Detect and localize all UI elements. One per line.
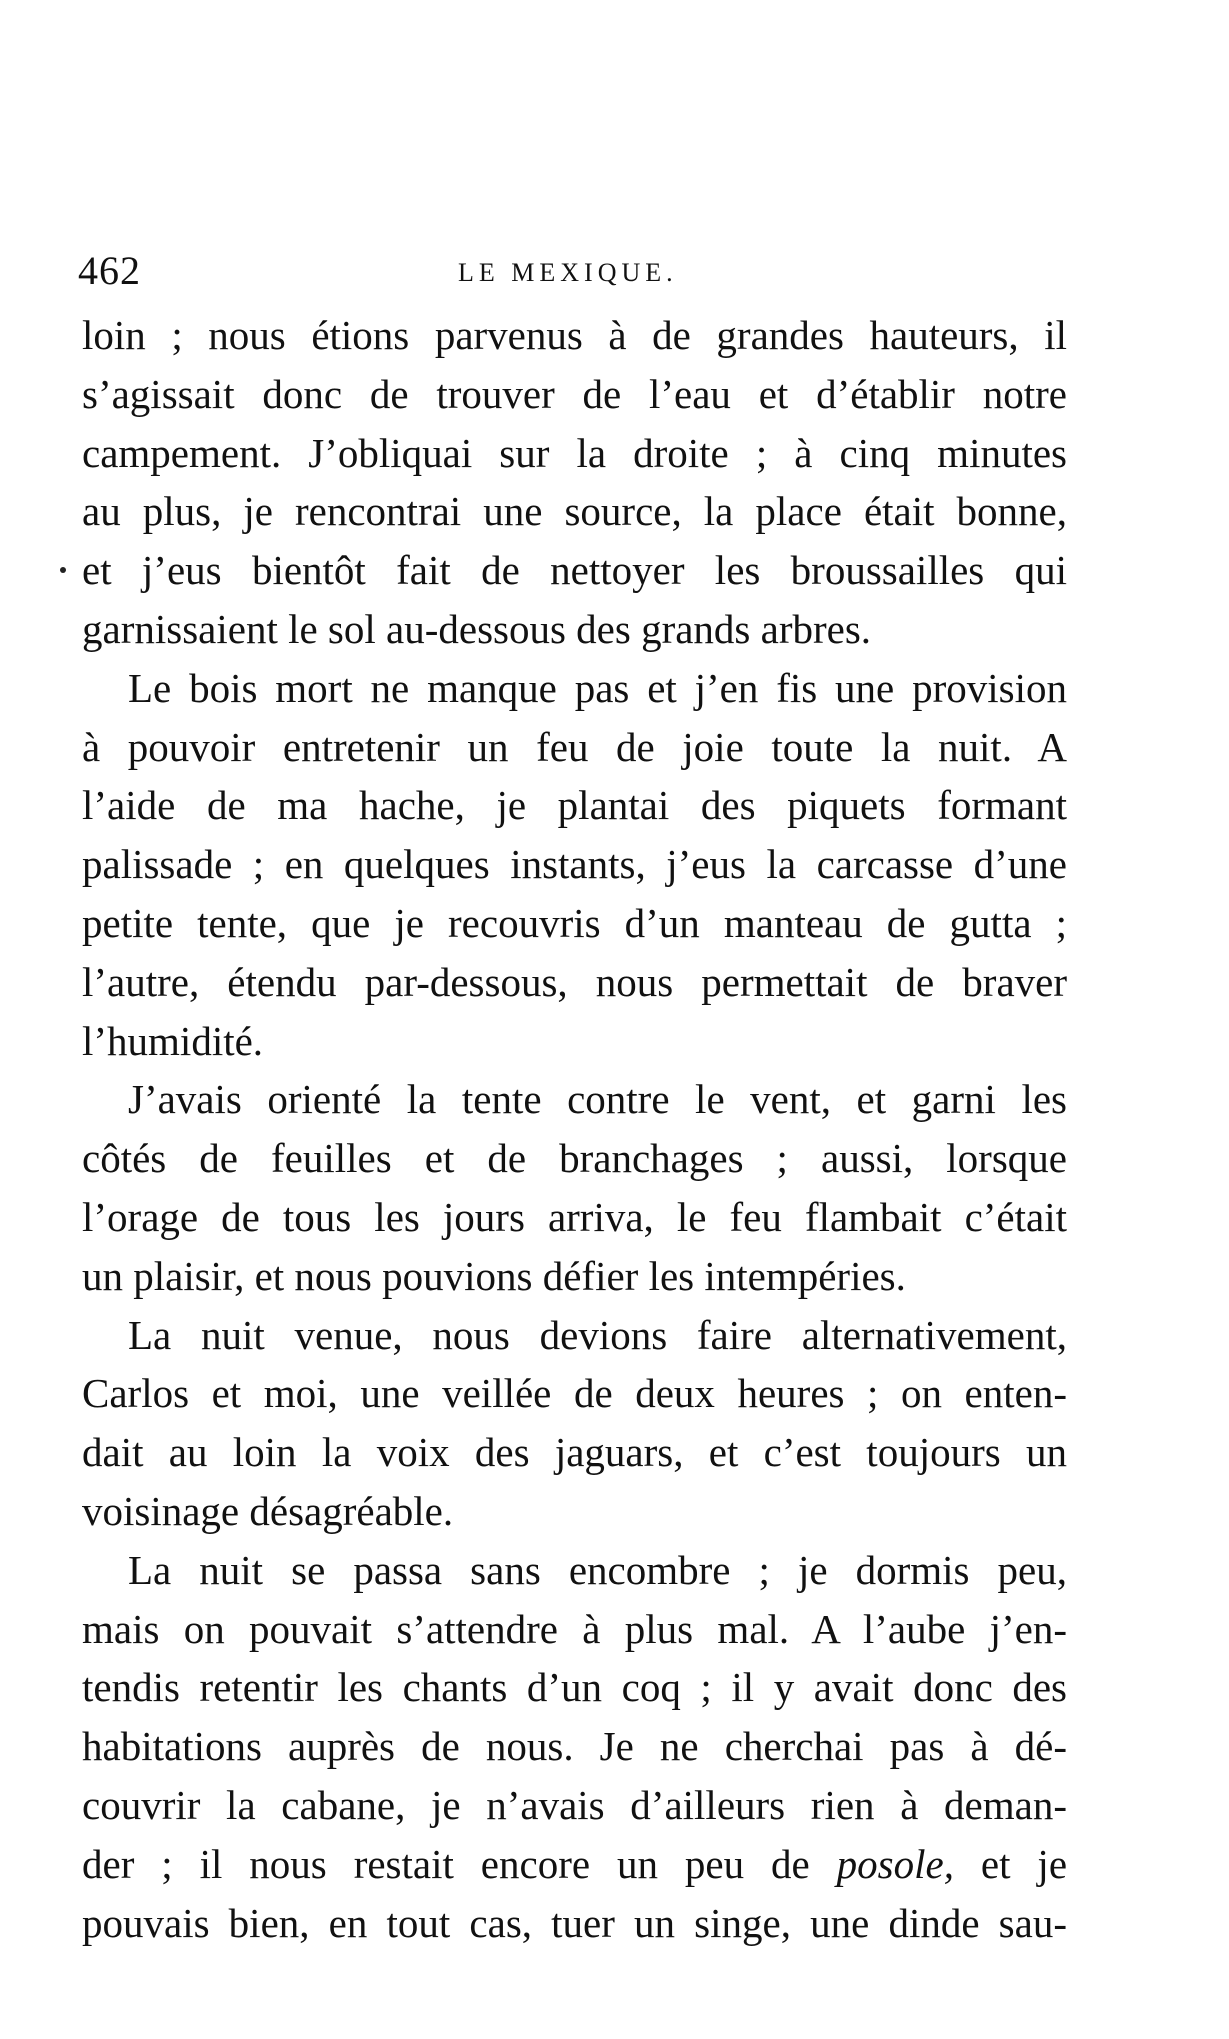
text-line: Carlos et moi, une veillée de deux heures ; on enten- bbox=[82, 1370, 1067, 1417]
text-line: à pouvoir entretenir un feu de joie toute la nuit. A bbox=[82, 723, 1067, 770]
page-number: 462 bbox=[78, 248, 141, 293]
text-line: l’humidité. bbox=[82, 1017, 264, 1064]
text-line-marked bbox=[82, 541, 1067, 600]
text-segment: der ; il nous restait encore un peu de bbox=[82, 1840, 810, 1887]
text-line: petite tente, que je recouvris d’un manteau de gutta ; bbox=[82, 899, 1067, 946]
text-line: campement. J’obliquai sur la droite ; à cinq minutes bbox=[82, 429, 1067, 476]
page-header bbox=[78, 246, 1068, 296]
text-line: tendis retentir les chants d’un coq ; il y avait donc des bbox=[82, 1664, 1067, 1711]
text-line: dait au loin la voix des jaguars, et c’est toujours un bbox=[82, 1429, 1067, 1476]
text-line: côtés de feuilles et de branchages ; aussi, lorsque bbox=[82, 1135, 1067, 1182]
text-line: couvrir la cabane, je n’avais d’ailleurs rien à deman- bbox=[82, 1781, 1067, 1828]
text-line-with-italic bbox=[82, 1835, 1067, 1894]
italic-word: posole, bbox=[836, 1840, 954, 1887]
text-line: La nuit se passa sans encombre ; je dormis peu, bbox=[128, 1546, 1067, 1593]
text-line: voisinage désagréable. bbox=[82, 1487, 454, 1534]
text-line: l’aide de ma hache, je plantai des piquets formant bbox=[82, 782, 1067, 829]
text-line: un plaisir, et nous pouvions défier les intempéries. bbox=[82, 1252, 906, 1299]
text-line: l’autre, étendu par-dessous, nous permettait de braver bbox=[82, 958, 1067, 1005]
body-text bbox=[82, 306, 1067, 1952]
text-line: J’avais orienté la tente contre le vent, et garni les bbox=[128, 1076, 1067, 1123]
running-title: LE MEXIQUE. bbox=[458, 258, 678, 287]
text-line: l’orage de tous les jours arriva, le feu flambait c’était bbox=[82, 1193, 1067, 1240]
margin-dot-mark bbox=[60, 567, 66, 573]
text-line: Le bois mort ne manque pas et j’en fis une provision bbox=[128, 664, 1067, 711]
text-line: garnissaient le sol au-dessous des grands arbres. bbox=[82, 605, 872, 652]
text-line: La nuit venue, nous devions faire alternativement, bbox=[128, 1311, 1067, 1358]
text-line: s’agissait donc de trouver de l’eau et d’établir notre bbox=[82, 370, 1067, 417]
text-line: au plus, je rencontrai une source, la place était bonne, bbox=[82, 488, 1067, 535]
text-line: pouvais bien, en tout cas, tuer un singe, une dinde sau- bbox=[82, 1899, 1067, 1946]
text-line: palissade ; en quelques instants, j’eus la carcasse d’une bbox=[82, 841, 1067, 888]
text-line: mais on pouvait s’attendre à plus mal. A l’aube j’en- bbox=[82, 1605, 1067, 1652]
text-segment: et je bbox=[980, 1840, 1068, 1887]
text-line: habitations auprès de nous. Je ne cherchai pas à dé- bbox=[82, 1723, 1067, 1770]
text-line: loin ; nous étions parvenus à de grandes hauteurs, il bbox=[82, 312, 1067, 358]
text-line-content: et j’eus bientôt fait de nettoyer les broussailles qui bbox=[82, 547, 1067, 594]
